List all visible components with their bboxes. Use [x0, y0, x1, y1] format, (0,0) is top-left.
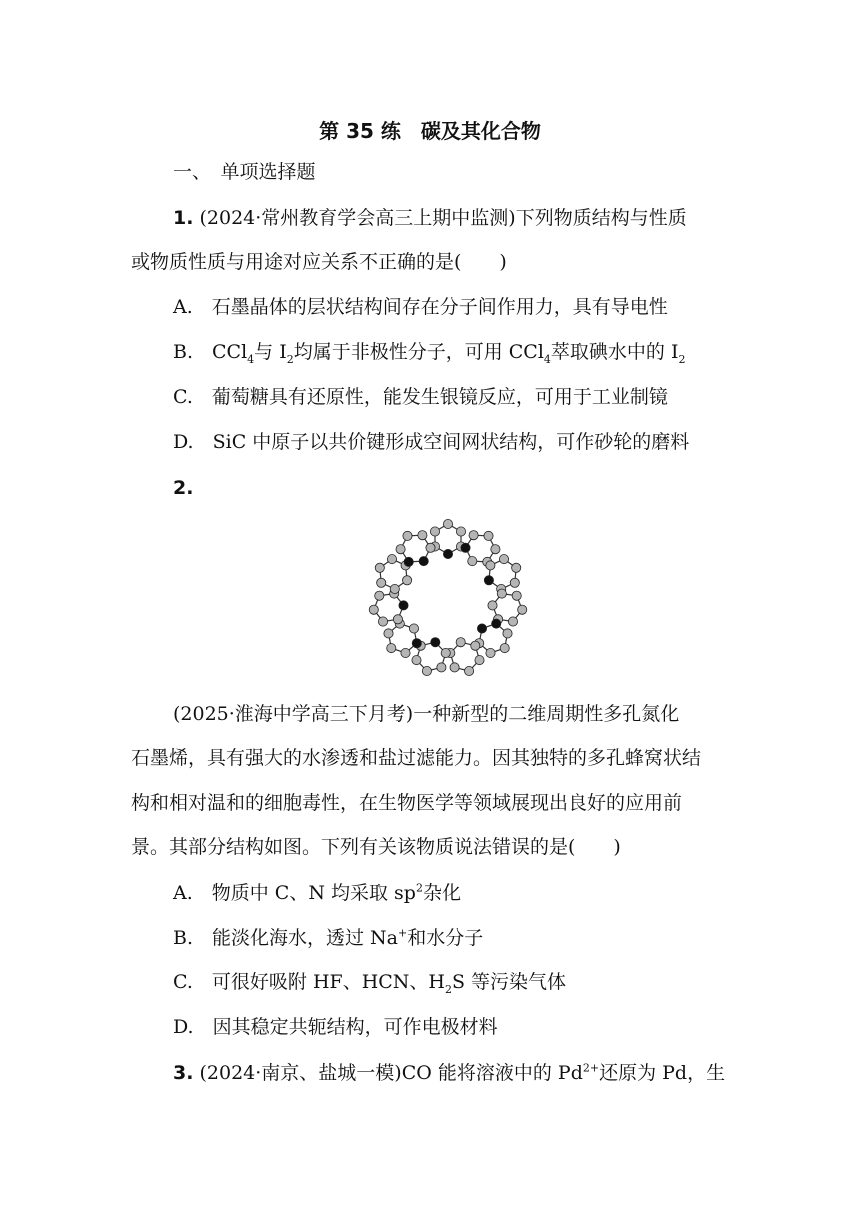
- carbon-atom: [418, 531, 427, 540]
- carbon-atom: [469, 531, 478, 540]
- carbon-atom: [387, 555, 396, 564]
- carbon-atom: [471, 641, 480, 650]
- nitrogen-atom: [412, 639, 421, 648]
- question-2-stem-1: (2025·淮海中学高三下月考)一种新型的二维周期性多孔氮化: [173, 703, 680, 725]
- carbon-atom: [437, 663, 446, 672]
- nitrogen-atom: [484, 576, 493, 585]
- carbon-atom: [512, 591, 521, 600]
- question-3-text: (2024·南京、盐城一模)CO 能将溶液中的 Pd: [199, 1062, 583, 1084]
- carbon-atom: [503, 629, 512, 638]
- carbon-atom: [384, 629, 393, 638]
- carbon-atom: [401, 648, 410, 657]
- carbon-atom: [393, 615, 402, 624]
- q2-option-b-text: B. 能淡化海水，透过 Na: [173, 927, 398, 949]
- nitrogen-atom: [477, 624, 486, 633]
- option-b-sub-3: 4: [543, 352, 551, 366]
- question-1-stem-2: 或物质性质与用途对应关系不正确的是( ): [131, 251, 507, 273]
- question-1-line-1: [173, 206, 687, 230]
- q2-option-b-text-2: 和水分子: [407, 927, 484, 949]
- question-1-option-a: A. 石墨晶体的层状结构间存在分子间作用力，具有导电性: [173, 296, 668, 318]
- question-3-text-2: 还原为 Pd，生: [599, 1062, 726, 1084]
- carbon-atom: [484, 531, 493, 540]
- q2-option-c-text-2: S 等污染气体: [452, 971, 567, 993]
- page-title: 第 35 练 碳及其化合物: [319, 119, 541, 143]
- carbon-atom: [378, 617, 387, 626]
- option-b-text-4: 萃取碘水中的 I: [550, 341, 679, 363]
- section-heading: 一、 单项选择题: [173, 161, 316, 183]
- q2-option-a-sup: 2: [415, 881, 423, 895]
- option-b-text-3: 均属于非极性分子，可用 CCl: [293, 341, 544, 363]
- question-2-option-a: [173, 881, 461, 905]
- carbon-atom: [499, 555, 508, 564]
- carbon-atom: [518, 605, 527, 614]
- carbon-atom: [369, 605, 378, 614]
- carbon-atom: [390, 584, 399, 593]
- question-1-option-c: C. 葡萄糖具有还原性，能发生银镜反应，可用于工业制镜: [173, 386, 668, 408]
- carbon-atom: [375, 563, 384, 572]
- question-2-number: 2.: [173, 477, 194, 499]
- option-b-text-1: B. CCl: [173, 341, 248, 363]
- option-b-sub-1: 4: [247, 352, 255, 366]
- carbon-atom: [508, 617, 517, 626]
- q2-option-a-text-2: 杂化: [422, 882, 461, 904]
- question-3-line-1: [173, 1061, 725, 1085]
- carbon-atom: [377, 578, 386, 587]
- option-b-sub-4: 2: [678, 352, 686, 366]
- q2-option-b-sup: +: [398, 926, 408, 940]
- carbon-atom: [475, 656, 484, 665]
- carbon-atom: [491, 545, 500, 554]
- carbon-atom: [468, 557, 477, 566]
- carbon-atom: [422, 666, 431, 675]
- carbon-atom: [488, 601, 497, 610]
- carbon-atom: [426, 543, 435, 552]
- nitrogen-atom: [461, 543, 470, 552]
- nitrogen-atom: [399, 601, 408, 610]
- carbon-atom: [443, 519, 452, 528]
- question-1-option-d: D. SiC 中原子以共价键形成空间网状结构，可作砂轮的磨料: [173, 431, 690, 453]
- carbon-atom: [450, 663, 459, 672]
- carbon-atom: [409, 624, 418, 633]
- nitrogen-atom: [419, 557, 428, 566]
- question-2-stem-3: 构和相对温和的细胞毒性，在生物医学等领域展现出良好的应用前: [131, 792, 683, 814]
- question-1-stem-1: (2024·常州教育学会高三上期中监测)下列物质结构与性质: [199, 207, 687, 229]
- carbon-atom: [512, 563, 521, 572]
- question-1-number: 1.: [173, 207, 194, 229]
- question-1-option-b: [173, 340, 685, 364]
- atom-circles: [369, 519, 527, 675]
- carbon-atom: [456, 527, 465, 536]
- carbon-atom: [465, 666, 474, 675]
- q2-option-a-text: A. 物质中 C、N 均采取 sp: [173, 882, 416, 904]
- nitrogen-atom: [431, 638, 440, 647]
- carbon-atom: [497, 589, 506, 598]
- carbon-atom: [403, 531, 412, 540]
- q2-option-c-sub: 2: [445, 982, 452, 996]
- option-b-text-2: 与 I: [254, 341, 287, 363]
- carbon-atom: [441, 648, 450, 657]
- carbon-atom: [456, 638, 465, 647]
- carbon-atom: [412, 656, 421, 665]
- carbon-atom: [396, 545, 405, 554]
- nitrogen-atom: [443, 549, 452, 558]
- carbon-atom: [486, 648, 495, 657]
- question-2-option-d: D. 因其稳定共轭结构，可作电极材料: [173, 1016, 498, 1038]
- question-2-stem-2: 石墨烯，具有强大的水渗透和盐过滤能力。因其独特的多孔蜂窝状结: [131, 747, 702, 769]
- carbon-atom: [430, 527, 439, 536]
- carbon-atom: [387, 644, 396, 653]
- nitrogen-atom: [492, 619, 501, 628]
- question-3-sup: 2+: [582, 1061, 600, 1075]
- q2-option-c-text: C. 可很好吸附 HF、HCN、H: [173, 971, 445, 993]
- question-2-option-c: [173, 970, 566, 994]
- option-b-sub-2: 2: [286, 352, 294, 366]
- porous-nitrogen-graphene-structure-figure: [365, 516, 531, 682]
- carbon-atom: [510, 578, 519, 587]
- carbon-atom: [486, 561, 495, 570]
- question-2-option-b: [173, 926, 483, 950]
- carbon-atom: [375, 591, 384, 600]
- nitrogen-atom: [404, 557, 413, 566]
- carbon-atom: [403, 576, 412, 585]
- question-2-stem-4: 景。其部分结构如图。下列有关该物质说法错误的是( ): [131, 836, 621, 858]
- carbon-atom: [500, 644, 509, 653]
- question-3-number: 3.: [173, 1062, 194, 1084]
